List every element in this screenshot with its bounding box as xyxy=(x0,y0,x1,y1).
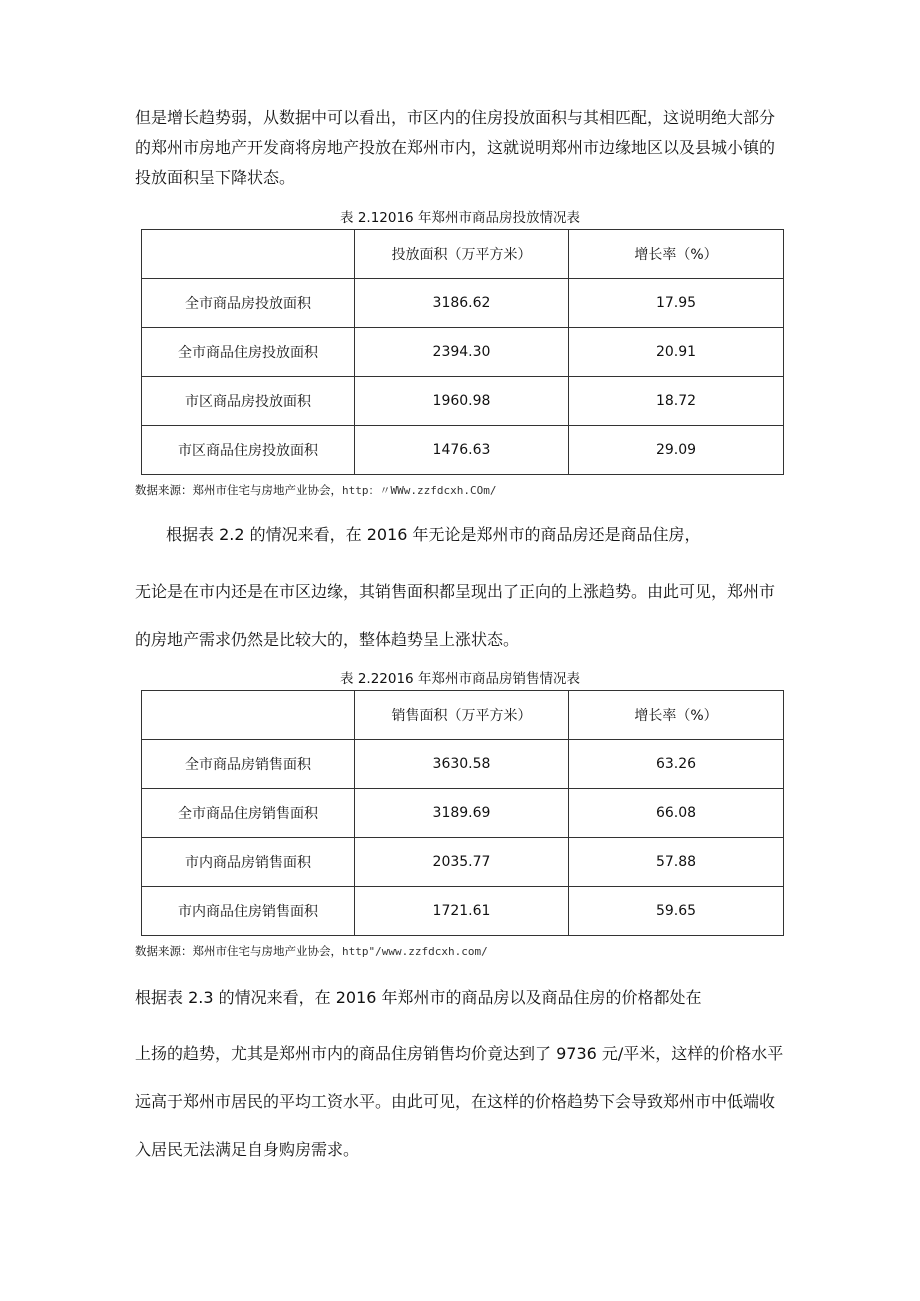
header-cell: 销售面积（万平方米） xyxy=(355,691,569,740)
table-row xyxy=(142,426,784,475)
sales-table xyxy=(141,690,784,936)
cell-value: 3186.62 xyxy=(355,279,569,328)
cell-value: 3630.58 xyxy=(355,740,569,789)
cell-value: 63.26 xyxy=(569,740,784,789)
header-cell: 增长率（%） xyxy=(569,691,784,740)
source-label: 数据来源：郑州市住宅与房地产业协会， xyxy=(135,944,342,958)
header-cell: 增长率（%） xyxy=(569,230,784,279)
investment-table xyxy=(141,229,784,475)
table-header-row xyxy=(142,691,784,740)
header-cell xyxy=(142,691,355,740)
row-label: 全市商品房投放面积 xyxy=(142,279,355,328)
header-cell: 投放面积（万平方米） xyxy=(355,230,569,279)
cell-value: 1476.63 xyxy=(355,426,569,475)
table-row xyxy=(142,740,784,789)
source-label: 数据来源：郑州市住宅与房地产业协会， xyxy=(135,483,342,497)
table-row xyxy=(142,377,784,426)
table-row xyxy=(142,328,784,377)
cell-value: 17.95 xyxy=(569,279,784,328)
source-link[interactable]: http"/www.zzfdcxh.com/ xyxy=(342,945,488,958)
cell-value: 18.72 xyxy=(569,377,784,426)
cell-value: 2035.77 xyxy=(355,838,569,887)
price-paragraph-body: 上扬的趋势，尤其是郑州市内的商品住房销售均价竟达到了 9736 元/平米，这样的价格水平远高于郑州市居民的平均工资水平。由此可见，在这样的价格趋势下会导致郑州市中低端收入居民无法满足自身购房需求。 xyxy=(135,1044,784,1159)
cell-value: 2394.30 xyxy=(355,328,569,377)
cell-value: 3189.69 xyxy=(355,789,569,838)
row-label: 市内商品房销售面积 xyxy=(142,838,355,887)
cell-value: 59.65 xyxy=(569,887,784,936)
cell-value: 1960.98 xyxy=(355,377,569,426)
table-row xyxy=(142,789,784,838)
header-cell xyxy=(142,230,355,279)
row-label: 全市商品住房投放面积 xyxy=(142,328,355,377)
row-label: 市区商品房投放面积 xyxy=(142,377,355,426)
cell-value: 57.88 xyxy=(569,838,784,887)
analysis-paragraph-line1: 根据表 2.2 的情况来看，在 2016 年无论是郑州市的商品房还是商品住房， xyxy=(166,525,701,544)
row-label: 全市商品住房销售面积 xyxy=(142,789,355,838)
table1-caption: 表 2.12016 年郑州市商品房投放情况表 xyxy=(340,210,580,226)
cell-value: 29.09 xyxy=(569,426,784,475)
table-header-row xyxy=(142,230,784,279)
table2-source xyxy=(135,943,488,959)
intro-paragraph: 但是增长趋势弱，从数据中可以看出，市区内的住房投放面积与其相匹配，这说明绝大部分的郑州市房地产开发商将房地产投放在郑州市内，这就说明郑州市边缘地区以及县城小镇的投放面积呈下降状态。 xyxy=(135,108,776,187)
table1-source xyxy=(135,482,496,498)
table-row xyxy=(142,279,784,328)
analysis-paragraph-body: 无论是在市内还是在市区边缘，其销售面积都呈现出了正向的上涨趋势。由此可见，郑州市的房地产需求仍然是比较大的，整体趋势呈上涨状态。 xyxy=(135,582,776,649)
row-label: 市内商品住房销售面积 xyxy=(142,887,355,936)
row-label: 市区商品住房投放面积 xyxy=(142,426,355,475)
table-row xyxy=(142,838,784,887)
cell-value: 66.08 xyxy=(569,789,784,838)
cell-value: 20.91 xyxy=(569,328,784,377)
price-paragraph-line1: 根据表 2.3 的情况来看，在 2016 年郑州市的商品房以及商品住房的价格都处在 xyxy=(135,988,702,1007)
source-link[interactable]: http：〃WWw.zzfdcxh.COm/ xyxy=(342,484,497,497)
cell-value: 1721.61 xyxy=(355,887,569,936)
table2-caption: 表 2.22016 年郑州市商品房销售情况表 xyxy=(340,671,580,687)
table-row xyxy=(142,887,784,936)
row-label: 全市商品房销售面积 xyxy=(142,740,355,789)
